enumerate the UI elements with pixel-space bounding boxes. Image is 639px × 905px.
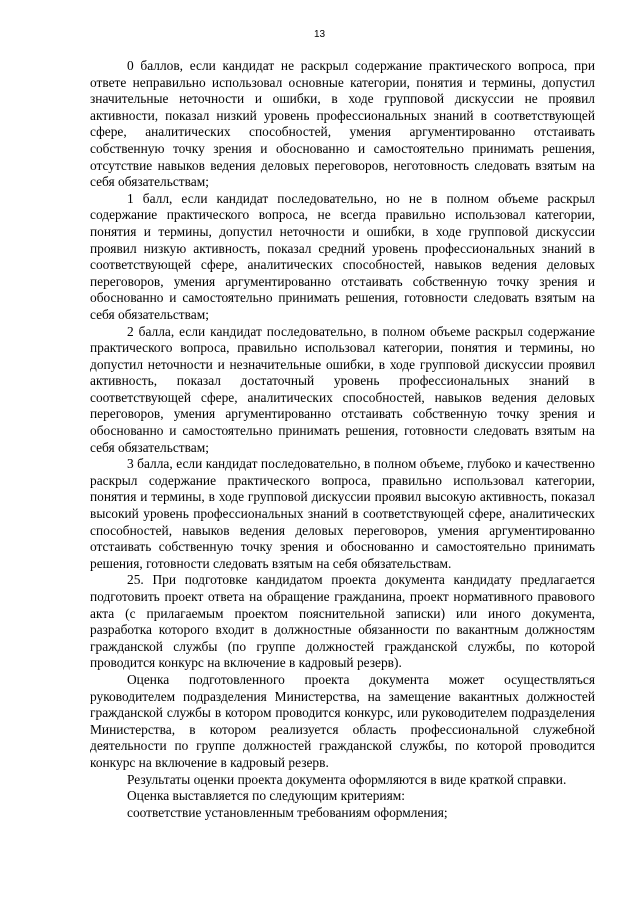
paragraph-1-point: 1 балл, если кандидат последовательно, но не в полном объеме раскрыл содержание практического вопроса, не всегда правильно использовал категории, понятия и термины, допустил неточности и ошибки, в ходе групповой дискуссии проявил низкую активность, показал средний уровень профессиональных знаний в соответствующей сфере, аналитических способностей, навыков ведения деловых переговоров, умения аргументированно отстаивать собственную точку зрения и обоснованно и самостоятельно принимать решения, готовности следовать взятым на себя обязательствам; <box>90 190 595 322</box>
paragraph-evaluation: Оценка подготовленного проекта документа может осуществляться руководителем подразделения Министерства, на замещение вакантных должностей гражданской службы в котором проводится конкурс, или руководителем подразделения Министерства, в котором реализуется область профессиональной служебной деятельности по группе должностей гражданской службы, по которой проводится конкурс на включение в кадровый резерв. <box>90 671 595 770</box>
document-body <box>90 58 595 821</box>
paragraph-3-points: 3 балла, если кандидат последовательно, в полном объеме, глубоко и качественно раскрыл содержание практического вопроса, правильно использовал категории, понятия и термины, в ходе групповой дискуссии проявил высокую активность, показал высокий уровень профессиональных знаний в соответствующей сфере, аналитических способностей, навыков ведения деловых переговоров, умения аргументированно отстаивать собственную точку зрения и обоснованно и самостоятельно принимать решения, готовности следовать взятым на себя обязательствам. <box>90 456 595 571</box>
paragraph-criterion-formatting: соответствие установленным требованиям оформления; <box>127 804 448 820</box>
paragraph-2-points: 2 балла, если кандидат последовательно, в полном объеме раскрыл содержание практического вопроса, правильно использовал категории, понятия и термины, но допустил неточности и незначительные ошибки, в ходе групповой дискуссии проявил активность, показал достаточный уровень профессиональных знаний в соответствующей сфере, аналитических способностей, навыков ведения деловых переговоров, умения аргументированно отстаивать собственную точку зрения и обоснованно и самостоятельно принимать решения, готовности следовать взятым на себя обязательствам; <box>90 323 595 455</box>
paragraph-criteria-intro: Оценка выставляется по следующим критериям: <box>127 788 405 804</box>
paragraph-item-25: 25. При подготовке кандидатом проекта документа кандидату предлагается подготовить проект ответа на обращение гражданина, проект нормативного правового акта (с прилагаемым проектом пояснительной записки) или иного документа, разработка которого входит в должностные обязанности по вакантным должностям гражданской службы (по группе должностей гражданской службы, по которой проводится конкурс на включение в кадровый резерв). <box>90 572 595 671</box>
page-number: 13 <box>313 29 326 40</box>
paragraph-0-points: 0 баллов, если кандидат не раскрыл содержание практического вопроса, при ответе неправильно использовал основные категории, понятия и термины, допустил значительные неточности и ошибки, в ходе групповой дискуссии не проявил активности, показал низкий уровень профессиональных знаний в соответствующей сфере, аналитических способностей, умения аргументированно отстаивать собственную точку зрения и обоснованно и самостоятельно принимать решения, отсутствие навыков ведения деловых переговоров, неготовность следовать взятым на себя обязательствам; <box>90 58 595 190</box>
paragraph-results: Результаты оценки проекта документа оформляются в виде краткой справки. <box>127 771 567 787</box>
